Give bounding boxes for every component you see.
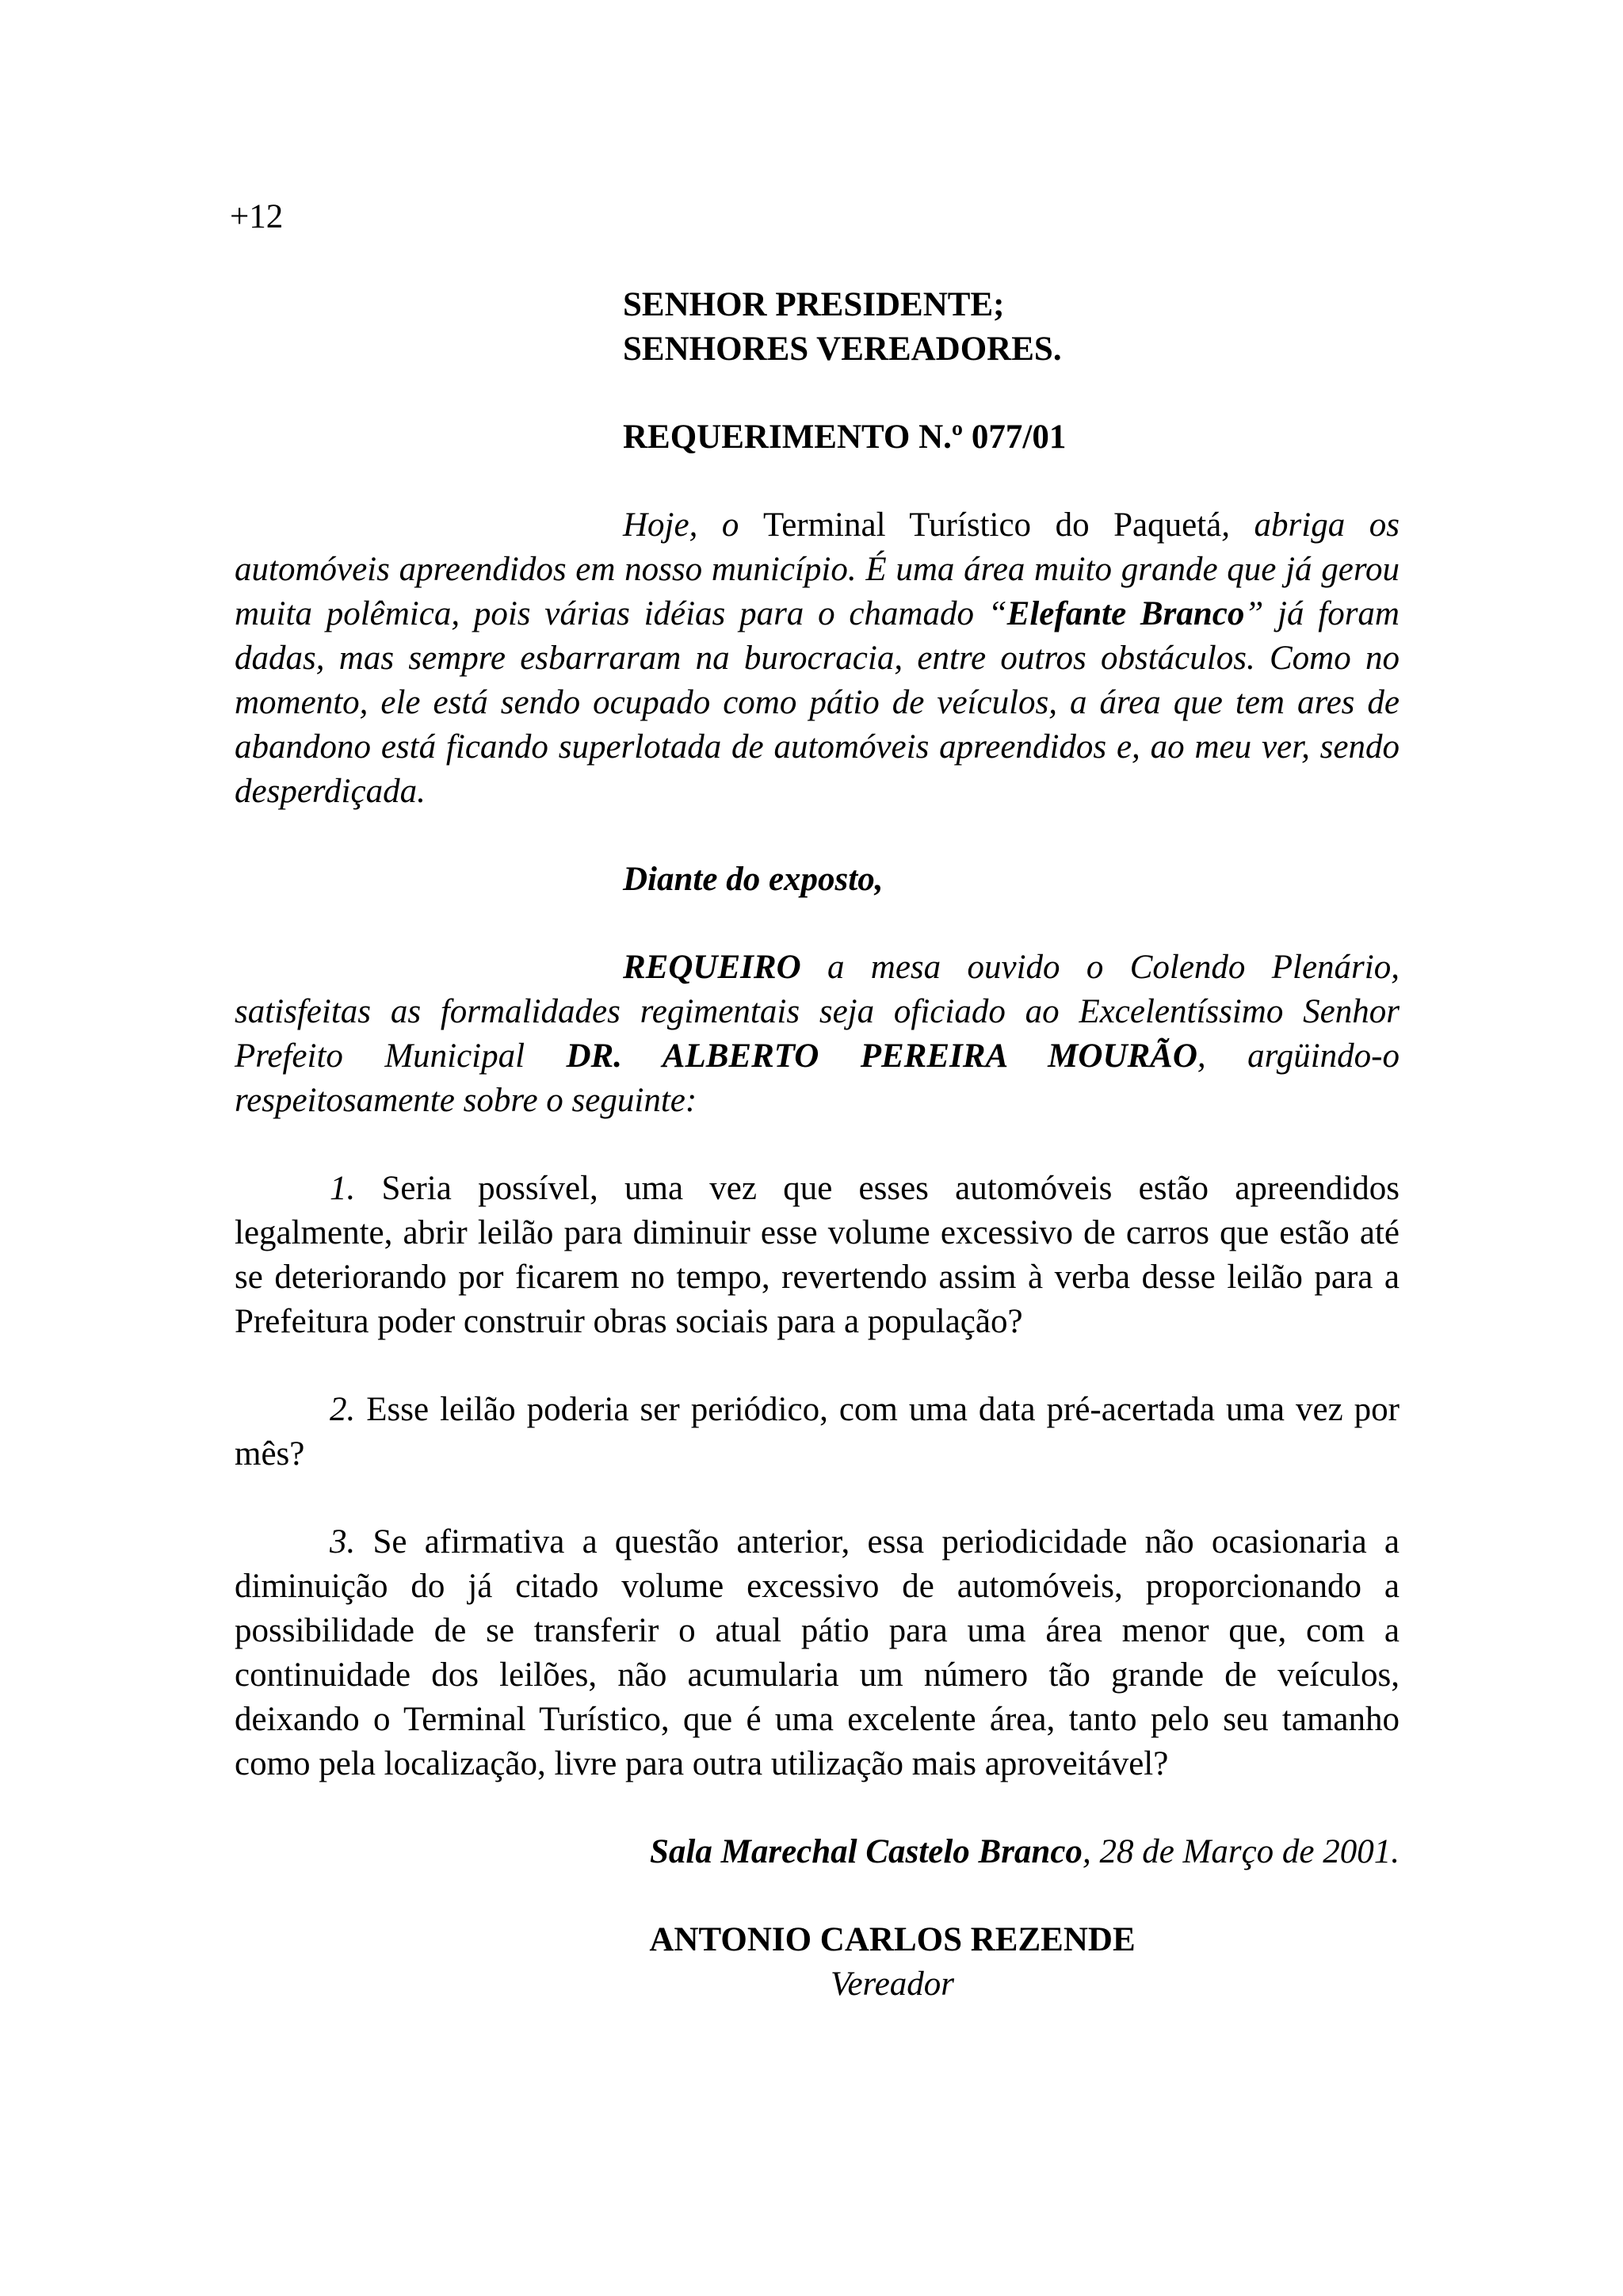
mayor-name: DR. ALBERTO PEREIRA MOURÃO [566,1037,1197,1075]
salutation-line-2: SENHORES VEREADORES. [623,330,1062,368]
document-body [235,283,1400,2007]
requeiro-text-2: , argüindo-o respeitosamente sobre o seguinte: [235,1037,1400,1119]
closing-line [235,1830,1400,1874]
question-2 [235,1388,1400,1477]
question-3-text: Se afirmativa a questão anterior, essa periodicidade não ocasionaria a diminuição do já citado volume excessivo de automóveis, proporcionando a possibilidade de se transferir o atual pátio para uma área menor que, com a continuidade dos leilões, não acumularia um número tão grande de veículos, deixando o Terminal Turístico, que é uma excelente área, tanto pelo seu tamanho como pela localização, livre para outra utilização mais aproveitável? [235,1523,1400,1782]
intro-paragraph [235,503,1400,814]
question-1 [235,1167,1400,1344]
diante-line: Diante do exposto, [623,861,884,898]
intro-part-4: Elefante Branco [1006,595,1245,632]
question-3-number: 3. [330,1523,356,1561]
intro-part-5: ” já foram dadas, mas sempre esbarraram na burocracia, entre outros obstáculos. Como no momento, ele está sendo ocupado como pátio de veículos, a área que tem ares de abandono está ficando superlotada de automóveis apreendidos e, ao meu ver, sendo desperdiçada. [235,595,1400,810]
intro-part-1: Hoje, o [623,506,763,544]
salutation [623,283,1400,372]
question-1-number: 1. [330,1170,356,1207]
intro-part-2: Terminal Turístico do Paquetá [762,506,1222,544]
closing-date: , 28 de Março de 2001. [1082,1833,1400,1870]
question-3 [235,1520,1400,1786]
signature-block [623,1918,1162,2007]
signature-title: Vereador [830,1966,955,2003]
question-2-text: Esse leilão poderia ser periódico, com uma data pré-acertada uma vez por mês? [235,1391,1400,1473]
closing-place: Sala Marechal Castelo Branco [650,1833,1083,1870]
question-1-text: Seria possível, uma vez que esses automóveis estão apreendidos legalmente, abrir leilão para diminuir esse volume excessivo de carros que estão até se deteriorando por ficarem no tempo, revertendo assim à verba desse leilão para a Prefeitura poder construir obras sociais para a população? [235,1170,1400,1340]
intro-part-3: , abriga os automóveis apreendidos em nosso município. É uma área muito grande que já gerou muita polêmica, pois várias idéias para o chamado “ [235,506,1400,632]
requeiro-paragraph [235,946,1400,1123]
request-number: REQUERIMENTO N.º 077/01 [623,418,1067,456]
requeiro-text-1: a mesa ouvido o Colendo Plenário, satisfeitas as formalidades regimentais seja oficiado ao Excelentíssimo Senhor Prefeito Municipal [235,949,1400,1075]
requeiro-keyword: REQUEIRO [623,949,801,986]
signature-name: ANTONIO CARLOS REZENDE [649,1921,1136,1958]
question-2-number: 2. [330,1391,356,1428]
page-number: +12 [230,198,284,235]
salutation-line-1: SENHOR PRESIDENTE; [623,286,1005,323]
